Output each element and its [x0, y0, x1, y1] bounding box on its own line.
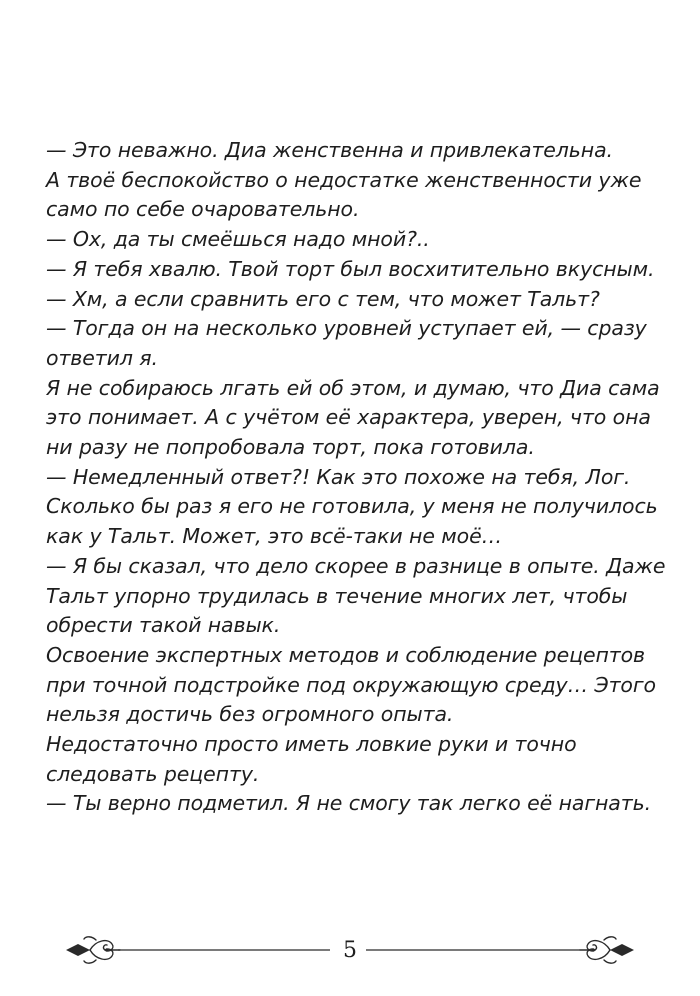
text-line: — Я бы сказал, что дело скорее в разнице в опыте. Даже [46, 553, 666, 578]
text-line: Освоение экспертных методов и соблюдение рецептов [46, 642, 646, 667]
text-line: — Тогда он на несколько уровней уступает ей, — сразу [46, 316, 647, 341]
flourish-right-icon [580, 937, 634, 963]
text-line: Тальт упорно трудилась в течение многих лет, чтобы [46, 583, 628, 608]
text-line: — Немедленный ответ?! Как это похоже на тебя, Лог. [46, 464, 631, 489]
text-line: — Я тебя хвалю. Твой торт был восхитительно вкусным. [46, 256, 655, 281]
text-line: Недостаточно просто иметь ловкие руки и точно [46, 732, 577, 757]
text-line: ответил я. [46, 345, 158, 370]
text-line: А твоё беспокойство о недостатке женственности уже [46, 167, 642, 192]
text-line: нельзя достичь без огромного опыта. [46, 702, 454, 727]
flourish-left-icon [66, 937, 120, 963]
text-line: ни разу не попробовала торт, пока готовила. [46, 435, 535, 460]
body-text [46, 136, 666, 819]
text-line: как у Тальт. Может, это всё-таки не моё… [46, 524, 503, 549]
text-line: само по себе очаровательно. [46, 197, 360, 222]
text-line: — Это неважно. Диа женственна и привлекательна. [46, 138, 613, 162]
text-line: обрести такой навык. [46, 613, 281, 638]
text-line: — Ты верно подметил. Я не смогу так легко её нагнать. [46, 791, 652, 816]
page-number: 5 [343, 938, 357, 963]
text-line: это понимает. А с учётом её характера, уверен, что она [46, 405, 651, 430]
text-line: — Хм, а если сравнить его с тем, что может Тальт? [46, 286, 600, 311]
text-line: Сколько бы раз я его не готовила, у меня не получилось [46, 494, 658, 519]
text-line: — Ох, да ты смеёшься надо мной?.. [46, 227, 430, 252]
text-line: Я не собираюсь лгать ей об этом, и думаю, что Диа сама [46, 375, 660, 400]
text-line: при точной подстройке под окружающую среду… Этого [46, 672, 656, 697]
text-line: следовать рецепту. [46, 761, 260, 786]
